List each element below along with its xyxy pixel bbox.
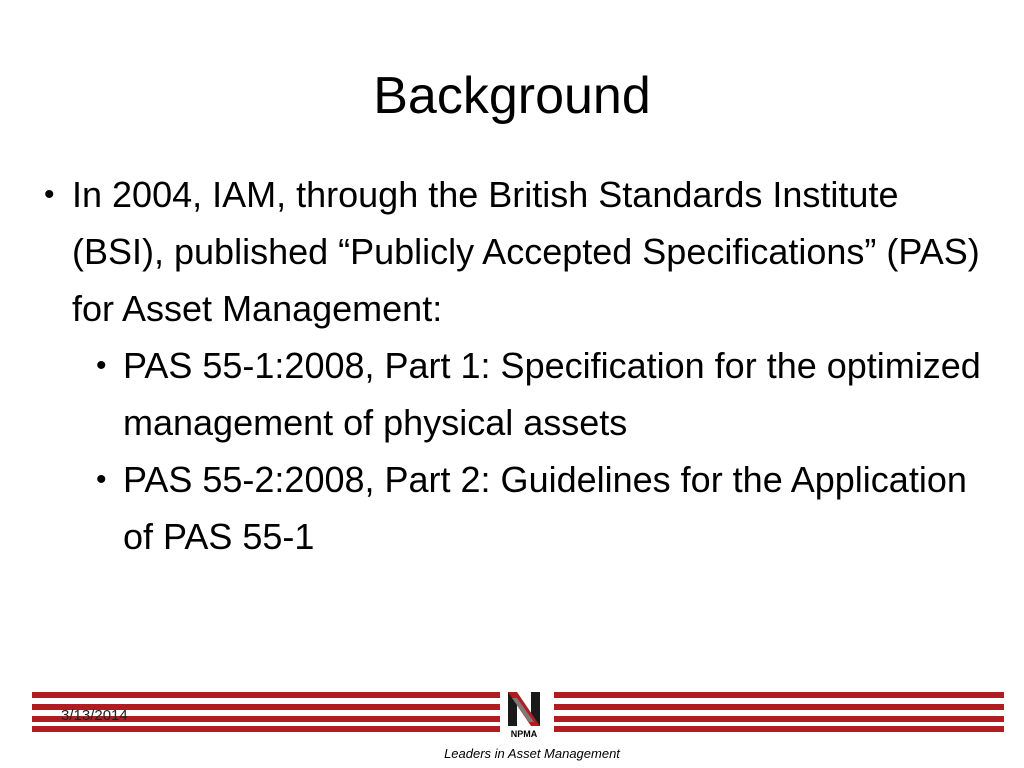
footer-stripe — [554, 692, 1004, 698]
bullet-item — [40, 166, 990, 337]
sub-bullet-item — [40, 337, 990, 451]
slide-title: Background — [373, 67, 651, 125]
sub-bullet-item — [40, 451, 990, 565]
footer-date: 3/13/2014 — [61, 707, 128, 724]
bullet-icon: • — [44, 178, 55, 211]
footer-tagline: Leaders in Asset Management — [444, 746, 620, 761]
footer-stripe — [32, 692, 500, 698]
logo-label: NPMA — [510, 729, 538, 739]
footer-stripe — [554, 726, 1004, 732]
bullet-text: In 2004, IAM, through the British Standards Institute (BSI), published “Publicly Accepted Specifications” (PAS) for Asset Management: — [72, 174, 980, 329]
footer-stripe — [554, 716, 1004, 722]
footer-stripe — [554, 704, 1004, 710]
bullet-text: PAS 55-1:2008, Part 1: Specification for the optimized management of physical assets — [123, 345, 981, 443]
footer-stripe — [32, 726, 500, 732]
npma-logo — [500, 690, 548, 742]
bullet-text: PAS 55-2:2008, Part 2: Guidelines for the Application of PAS 55-1 — [123, 459, 967, 557]
bullet-icon: • — [96, 463, 107, 496]
slide-body — [40, 166, 990, 565]
bullet-icon: • — [96, 349, 107, 382]
npma-logo-icon — [500, 690, 548, 730]
